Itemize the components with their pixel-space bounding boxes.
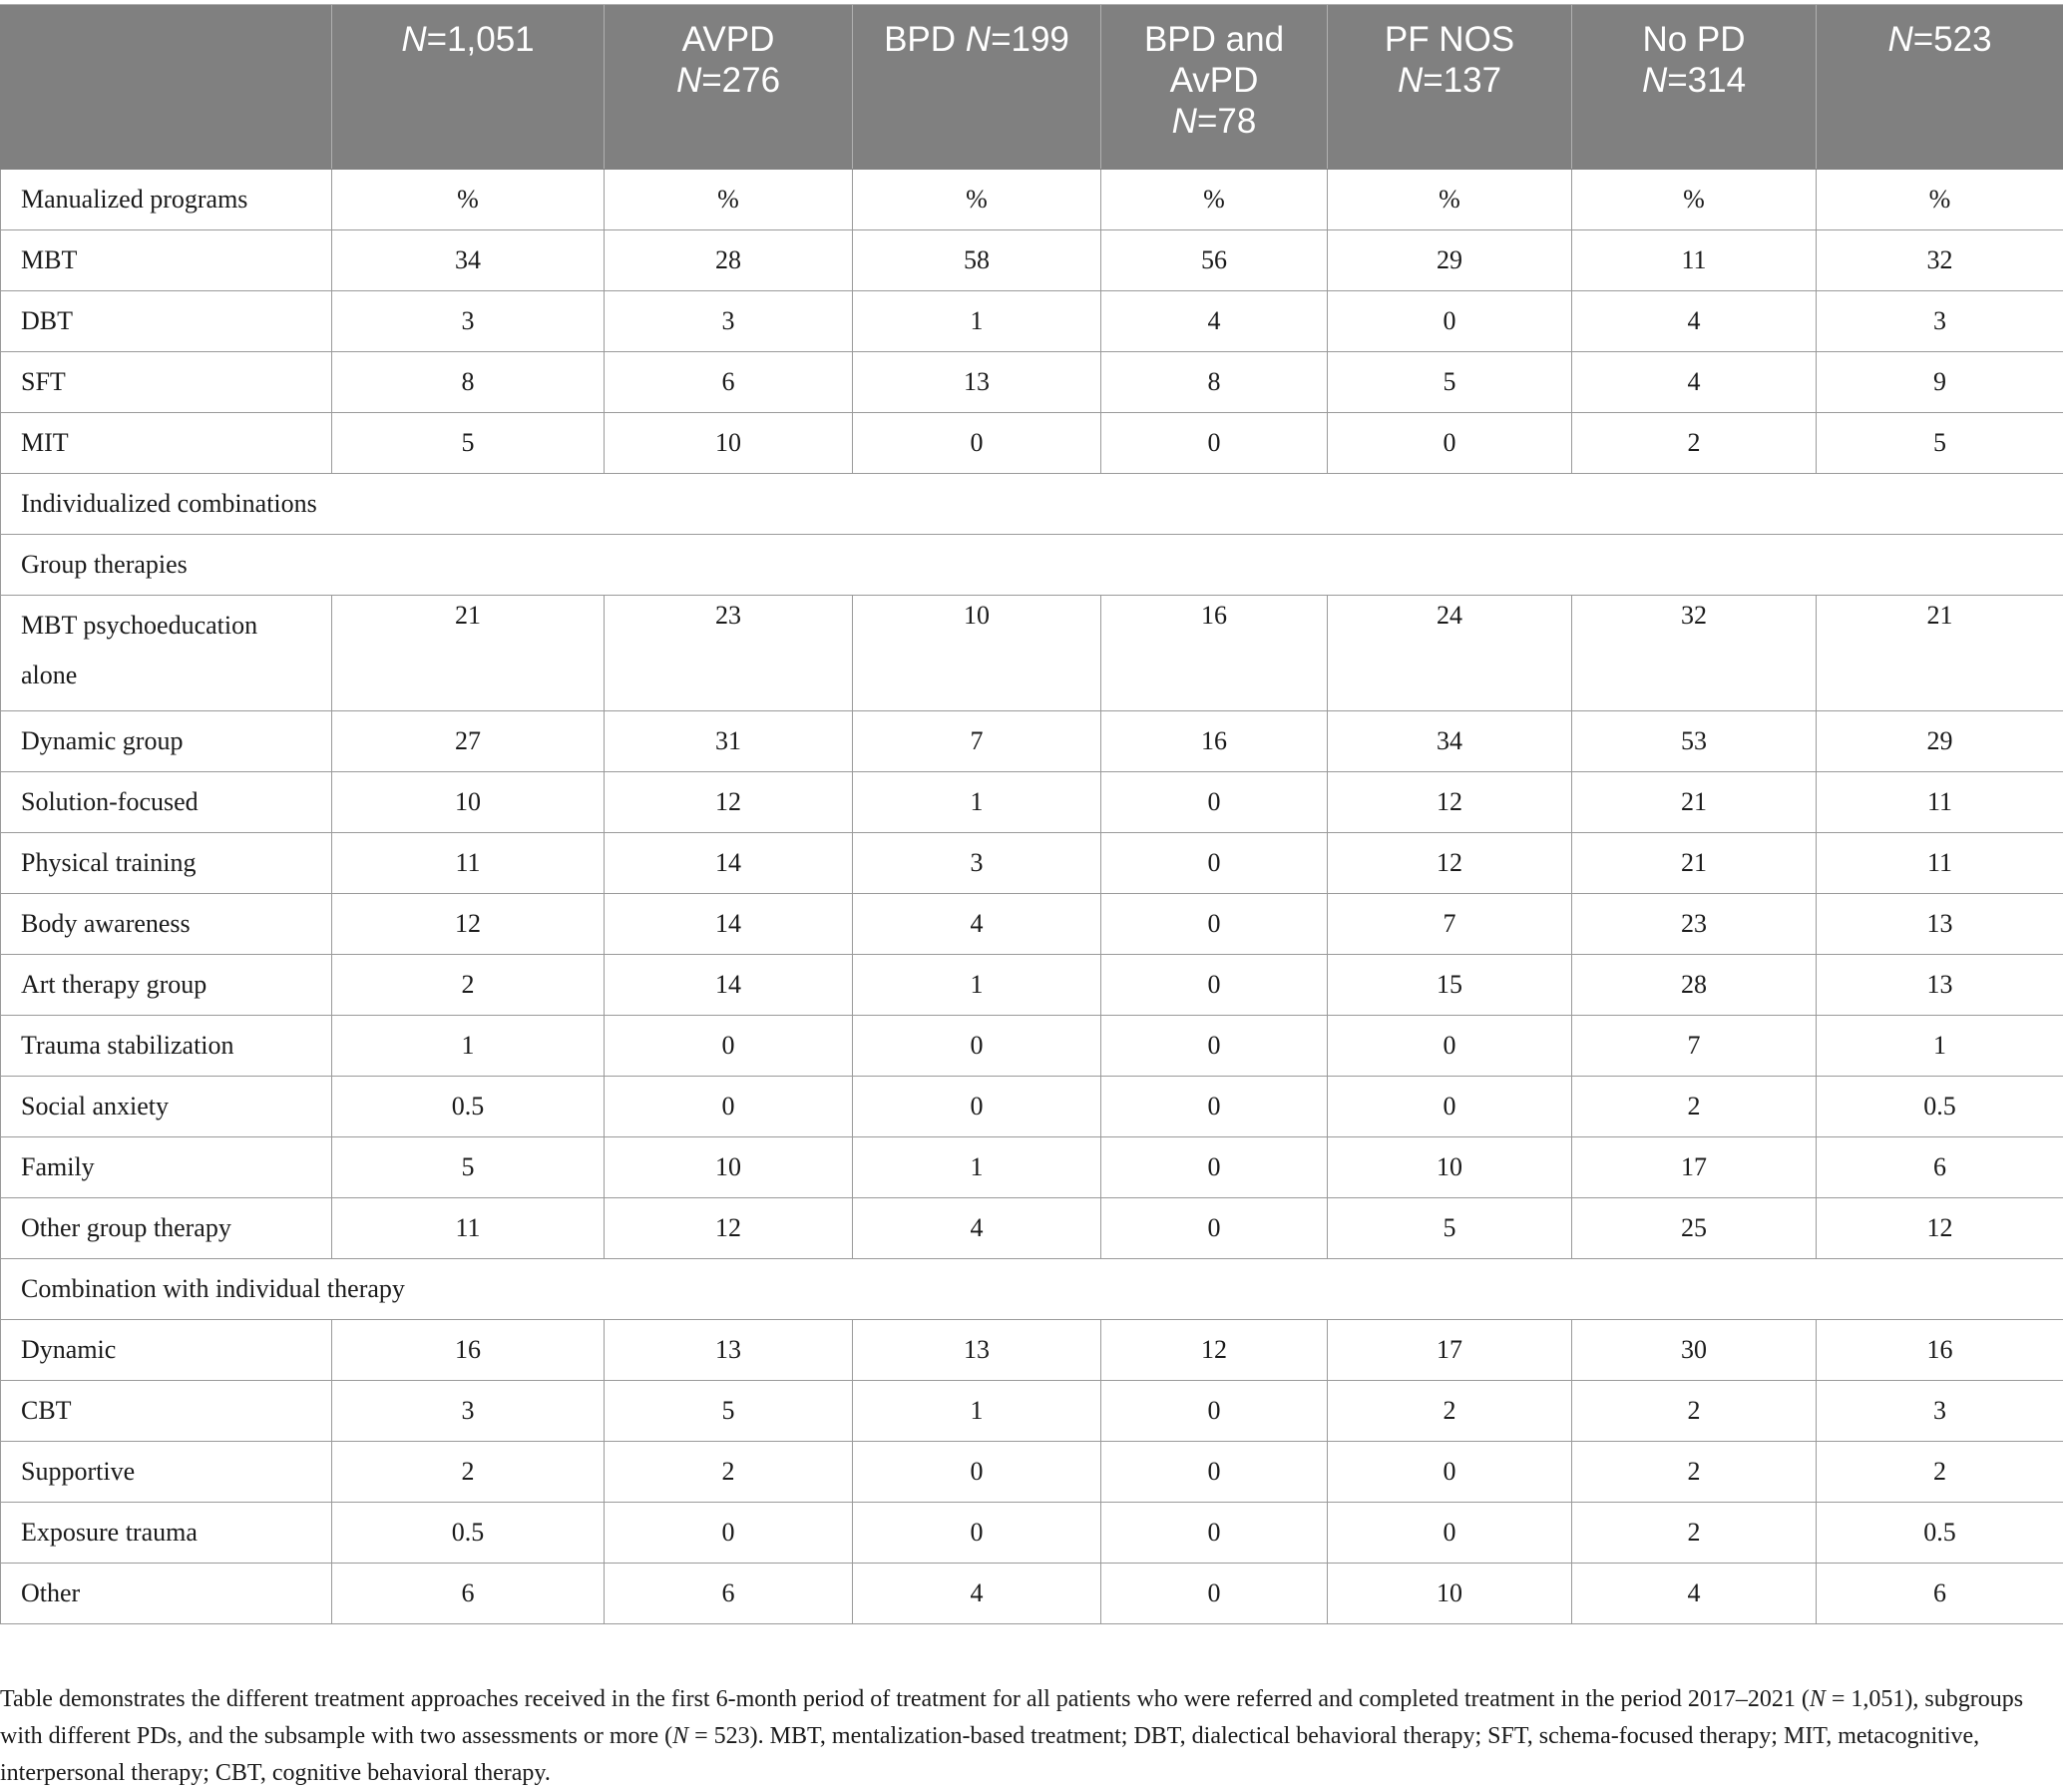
cell-value: 0 [853,413,1101,474]
cell-value: 4 [853,1198,1101,1259]
column-header-line [1334,19,1565,60]
cell-value: 12 [332,894,605,955]
cell-value: 11 [332,833,605,894]
cell-value: 12 [1817,1198,2063,1259]
row-label: MBT psychoeducation alone [1,596,332,711]
table-row [1,955,2063,1016]
cell-value: 3 [853,833,1101,894]
cell-value: 10 [1328,1137,1572,1198]
n-symbol: N [1887,20,1912,59]
cell-value: 0 [1101,413,1328,474]
table-row [1,772,2063,833]
cell-value: 1 [853,291,1101,352]
cell-value: % [1817,170,2063,230]
cell-value: 4 [1572,1564,1817,1624]
cell-value: 12 [1328,772,1572,833]
cell-value: 21 [1572,772,1817,833]
table-row [1,833,2063,894]
table-row [1,352,2063,413]
n-symbol: N [1398,61,1423,100]
cell-value: 5 [605,1381,853,1442]
row-label: DBT [1,291,332,352]
cell-value: 10 [332,772,605,833]
cell-value: 25 [1572,1198,1817,1259]
row-label: Art therapy group [1,955,332,1016]
cell-value: 29 [1817,711,2063,772]
cell-value: 34 [332,230,605,291]
row-label: SFT [1,352,332,413]
cell-value: 6 [605,1564,853,1624]
cell-value: 2 [1572,1442,1817,1503]
cell-value: 0 [1101,1381,1328,1442]
cell-value: 14 [605,894,853,955]
cell-value: 28 [1572,955,1817,1016]
cell-value: 0 [1101,833,1328,894]
row-label: Family [1,1137,332,1198]
cell-value: 8 [1101,352,1328,413]
section-label: Group therapies [1,535,2063,596]
column-header [1817,5,2063,170]
header-text: =199 [991,20,1069,59]
header-text: No PD [1642,20,1745,59]
cell-value: 56 [1101,230,1328,291]
cell-value: 1 [332,1016,605,1077]
caption-text-1: Table demonstrates the different treatment approaches received in the first 6-month period of treatment for all patients who were referred and completed treatment in the period 2017–2021 ( [0,1686,1810,1712]
cell-value: 0 [1101,955,1328,1016]
cell-value: 0 [1328,1503,1572,1564]
header-text: BPD [884,20,966,59]
section-label: Individualized combinations [1,474,2063,535]
cell-value: 2 [1328,1381,1572,1442]
table-row [1,1198,2063,1259]
cell-value: 0 [1101,1016,1328,1077]
cell-value: 13 [1817,894,2063,955]
column-header [1101,5,1328,170]
cell-value: 23 [605,596,853,711]
column-header-line [1107,60,1321,101]
row-label: Supportive [1,1442,332,1503]
section-row [1,1259,2063,1320]
cell-value: 30 [1572,1320,1817,1381]
cell-value: 0 [1328,1077,1572,1137]
row-label: MBT [1,230,332,291]
cell-value: 2 [1572,1077,1817,1137]
column-header [1,5,332,170]
row-label: CBT [1,1381,332,1442]
cell-value: 12 [1328,833,1572,894]
cell-value: 0 [605,1503,853,1564]
cell-value: 0 [853,1503,1101,1564]
table-row [1,1381,2063,1442]
n-symbol: N [966,20,991,59]
n-symbol: N [676,61,701,100]
n-symbol: N [1172,102,1197,141]
table-row [1,1564,2063,1624]
cell-value: 3 [1817,291,2063,352]
cell-value: 32 [1817,230,2063,291]
cell-value: 2 [1817,1442,2063,1503]
cell-value: 13 [605,1320,853,1381]
row-label: Dynamic [1,1320,332,1381]
column-header-line [611,60,846,101]
cell-value: 23 [1572,894,1817,955]
cell-value: 27 [332,711,605,772]
cell-value: 0 [1101,1137,1328,1198]
cell-value: 7 [853,711,1101,772]
table-body [1,170,2063,1624]
cell-value: 13 [853,1320,1101,1381]
cell-value: 11 [1817,833,2063,894]
section-row [1,535,2063,596]
cell-value: 12 [605,772,853,833]
cell-value: 4 [853,1564,1101,1624]
cell-value: 13 [853,352,1101,413]
cell-value: 10 [605,1137,853,1198]
cell-value: 1 [1817,1016,2063,1077]
cell-value: 5 [332,413,605,474]
cell-value: 53 [1572,711,1817,772]
row-label: Physical training [1,833,332,894]
cell-value: 5 [1328,352,1572,413]
header-text: AVPD [682,20,775,59]
caption-text-3: = 523). MBT, mentalization-based treatment; DBT, dialectical behavioral therapy; SFT, schema-focused therapy; MIT, metacognitive, interpersonal therapy; CBT, cognitive behavioral therapy. [0,1723,1979,1786]
cell-value: 16 [1817,1320,2063,1381]
cell-value: 3 [1817,1381,2063,1442]
cell-value: 31 [605,711,853,772]
table-row [1,1503,2063,1564]
cell-value: 2 [332,1442,605,1503]
cell-value: 10 [1328,1564,1572,1624]
cell-value: 1 [853,772,1101,833]
table-caption [0,1681,2053,1792]
cell-value: 11 [1817,772,2063,833]
caption-n-symbol: N [1810,1686,1826,1712]
cell-value: 32 [1572,596,1817,711]
row-label: Solution-focused [1,772,332,833]
row-label: MIT [1,413,332,474]
cell-value: 10 [853,596,1101,711]
cell-value: 3 [332,291,605,352]
cell-value: 0.5 [332,1503,605,1564]
cell-value: 7 [1572,1016,1817,1077]
cell-value: % [1101,170,1328,230]
cell-value: 0 [1101,1198,1328,1259]
cell-value: 0 [1328,1442,1572,1503]
cell-value: 12 [605,1198,853,1259]
cell-value: 4 [1572,352,1817,413]
header-text: =314 [1667,61,1746,100]
cell-value: 0 [605,1077,853,1137]
cell-value: % [332,170,605,230]
cell-value: 0 [605,1016,853,1077]
cell-value: 4 [1101,291,1328,352]
table-row [1,1077,2063,1137]
cell-value: 5 [1328,1198,1572,1259]
cell-value: 2 [1572,1381,1817,1442]
cell-value: 21 [1572,833,1817,894]
row-label: Manualized programs [1,170,332,230]
cell-value: 4 [1572,291,1817,352]
cell-value: 3 [332,1381,605,1442]
table-row [1,170,2063,230]
cell-value: 17 [1328,1320,1572,1381]
column-header-line [1578,60,1810,101]
cell-value: 4 [853,894,1101,955]
cell-value: 11 [332,1198,605,1259]
cell-value: 0 [1101,1077,1328,1137]
column-header [1572,5,1817,170]
table-row [1,1320,2063,1381]
row-label: Dynamic group [1,711,332,772]
cell-value: 0 [1101,1503,1328,1564]
cell-value: % [853,170,1101,230]
cell-value: 6 [332,1564,605,1624]
cell-value: 0 [1101,1564,1328,1624]
cell-value: 6 [1817,1564,2063,1624]
cell-value: 15 [1328,955,1572,1016]
column-header [853,5,1101,170]
cell-value: 2 [332,955,605,1016]
row-label: Body awareness [1,894,332,955]
row-label: Other [1,1564,332,1624]
cell-value: 0.5 [1817,1077,2063,1137]
header-text: BPD and [1144,20,1284,59]
column-header-line [1334,60,1565,101]
header-text: =523 [1913,20,1992,59]
cell-value: 12 [1101,1320,1328,1381]
header-text: =276 [701,61,780,100]
cell-value: 24 [1328,596,1572,711]
table-row [1,1442,2063,1503]
header-text: =1,051 [427,20,535,59]
caption-n-symbol: N [672,1723,688,1749]
cell-value: 0 [1328,1016,1572,1077]
header-text: PF NOS [1385,20,1514,59]
cell-value: 5 [1817,413,2063,474]
column-header-line [1107,101,1321,142]
cell-value: 0.5 [332,1077,605,1137]
column-header [605,5,853,170]
cell-value: 0 [853,1077,1101,1137]
treatment-table [0,4,2063,1624]
header-text: =137 [1423,61,1501,100]
cell-value: 1 [853,1137,1101,1198]
cell-value: 2 [1572,1503,1817,1564]
cell-value: 14 [605,955,853,1016]
caption-text-2: = 1,051), subgroups with different PDs, and the subsample with two assessments or more ( [0,1686,2023,1749]
n-symbol: N [1642,61,1667,100]
cell-value: 7 [1328,894,1572,955]
cell-value: 0 [1101,772,1328,833]
cell-value: 1 [853,955,1101,1016]
cell-value: 11 [1572,230,1817,291]
cell-value: 2 [1572,413,1817,474]
column-header [332,5,605,170]
row-label: Other group therapy [1,1198,332,1259]
cell-value: 5 [332,1137,605,1198]
row-label: Trauma stabilization [1,1016,332,1077]
cell-value: 58 [853,230,1101,291]
header-text: AvPD [1170,61,1259,100]
cell-value: 0 [1328,291,1572,352]
table-header-row [1,5,2063,170]
cell-value: 17 [1572,1137,1817,1198]
cell-value: 3 [605,291,853,352]
column-header-line [1578,19,1810,60]
cell-value: % [1572,170,1817,230]
section-row [1,474,2063,535]
table-row [1,413,2063,474]
cell-value: 9 [1817,352,2063,413]
column-header-line [1107,19,1321,60]
cell-value: 16 [332,1320,605,1381]
cell-value: 1 [853,1381,1101,1442]
cell-value: 10 [605,413,853,474]
table-row [1,711,2063,772]
cell-value: 2 [605,1442,853,1503]
cell-value: 0.5 [1817,1503,2063,1564]
cell-value: 16 [1101,711,1328,772]
column-header-line [1823,19,2057,60]
cell-value: 28 [605,230,853,291]
cell-value: 21 [332,596,605,711]
cell-value: 29 [1328,230,1572,291]
table-row [1,230,2063,291]
cell-value: 21 [1817,596,2063,711]
table-row [1,291,2063,352]
cell-value: 13 [1817,955,2063,1016]
cell-value: 0 [853,1442,1101,1503]
column-header-line [611,19,846,60]
column-header-line [859,19,1094,60]
cell-value: 0 [1328,413,1572,474]
cell-value: % [605,170,853,230]
table-row [1,1137,2063,1198]
column-header-line [338,19,598,60]
column-header [1328,5,1572,170]
cell-value: 0 [1101,1442,1328,1503]
cell-value: 0 [1101,894,1328,955]
row-label: Social anxiety [1,1077,332,1137]
header-text: =78 [1197,102,1256,141]
cell-value: 8 [332,352,605,413]
section-label: Combination with individual therapy [1,1259,2063,1320]
cell-value: % [1328,170,1572,230]
cell-value: 0 [853,1016,1101,1077]
table-row [1,894,2063,955]
cell-value: 6 [1817,1137,2063,1198]
table-row [1,1016,2063,1077]
n-symbol: N [401,20,426,59]
cell-value: 16 [1101,596,1328,711]
cell-value: 14 [605,833,853,894]
cell-value: 6 [605,352,853,413]
table-row [1,596,2063,711]
row-label: Exposure trauma [1,1503,332,1564]
cell-value: 34 [1328,711,1572,772]
